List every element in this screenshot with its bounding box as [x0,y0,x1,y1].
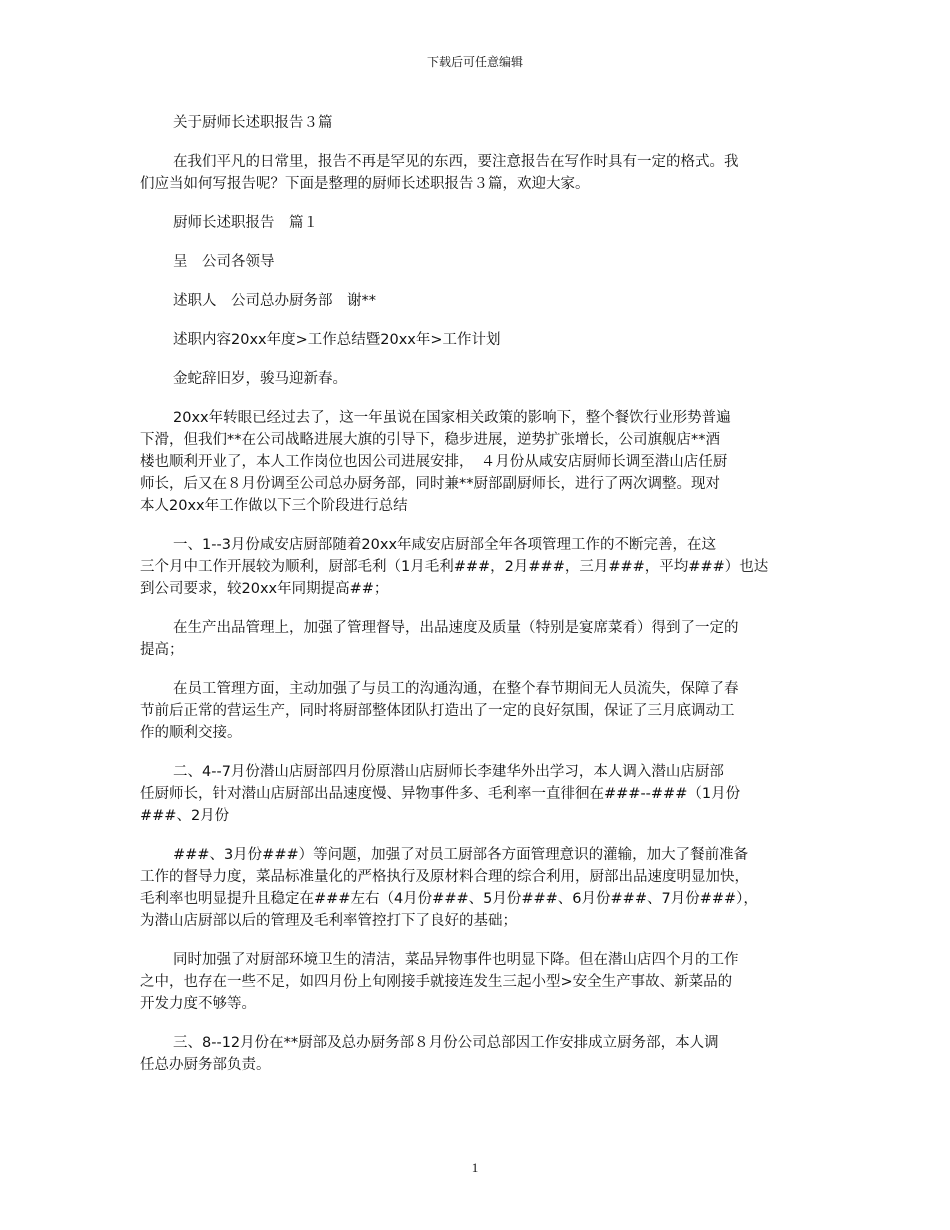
paragraph-line: 20xx年转眼已经过去了，这一年虽说在国家相关政策的影响下，整个餐饮行业形势普遍 [173,410,731,426]
paragraph [140,949,830,1015]
paragraph [140,368,830,390]
paragraph-line: ###、2月份 [140,808,230,824]
page-number: 1 [471,1160,479,1175]
page-header: 下载后可任意编辑 [426,55,523,69]
paragraph-line: 提高； [140,642,184,658]
paragraph-line: 二、4--7月份潜山店厨部四月份原潜山店厨师长李建华外出学习，本人调入潜山店厨部 [173,764,724,780]
paragraph [140,844,830,932]
paragraph [140,617,830,661]
paragraph-line: 三、8--12月份在**厨部及总办厨务部８月份公司总部因工作安排成立厨务部，本人调 [173,1035,719,1051]
document-body [140,112,830,1093]
paragraph-container [140,151,830,1076]
paragraph-line: 在生产出品管理上，加强了管理督导，出品速度及质量（特别是宴席菜肴）得到了一定的 [173,620,739,636]
paragraph [140,329,830,351]
paragraph [140,407,830,517]
paragraph [140,290,830,312]
paragraph-line: 述职内容20xx年度>工作总结暨20xx年>工作计划 [173,332,501,348]
paragraph [140,1032,830,1076]
paragraph [140,212,830,234]
paragraph-line: 一、1--3月份咸安店厨部随着20xx年咸安店厨部全年各项管理工作的不断完善，在这 [173,537,717,553]
paragraph-line: 之中，也存在一些不足，如四月份上旬刚接手就接连发生三起小型>安全生产事故、新菜品的 [140,974,733,990]
paragraph-line: 金蛇辞旧岁，骏马迎新春。 [173,371,347,387]
paragraph-line: 同时加强了对厨部环境卫生的清洁，菜品异物事件也明显下降。但在潜山店四个月的工作 [173,952,739,968]
paragraph [140,678,830,744]
paragraph-line: 们应当如何写报告呢？下面是整理的厨师长述职报告３篇，欢迎大家。 [140,176,590,192]
paragraph-line: 任总办厨务部负责。 [140,1057,271,1073]
paragraph-line: 在员工管理方面，主动加强了与员工的沟通沟通，在整个春节期间无人员流失，保障了春 [173,681,739,697]
paragraph-line: 到公司要求，较20xx年同期提高##； [140,581,389,597]
paragraph-line: 任厨师长，针对潜山店厨部出品速度慢、异物事件多、毛利率一直徘徊在###--###（1月份 [140,786,741,802]
paragraph-line: 本人20xx年工作做以下三个阶段进行总结 [140,498,408,514]
paragraph-line: 师长，后又在８月份调至公司总办厨务部，同时兼**厨部副厨师长，进行了两次调整。现对 [140,476,720,492]
paragraph-line: 作的顺利交接。 [140,725,242,741]
paragraph-line: 三个月中工作开展较为顺利，厨部毛利（1月毛利###，2月###，三月###，平均###）也达 [140,559,769,575]
paragraph-line: 在我们平凡的日常里，报告不再是罕见的东西，要注意报告在写作时具有一定的格式。我 [173,154,739,170]
paragraph-line: 工作的督导力度，菜品标准量化的严格执行及原材料合理的综合利用，厨部出品速度明显加快， [140,869,749,885]
paragraph [140,534,830,600]
paragraph-line: 述职人 公司总办厨务部 谢** [173,293,376,309]
paragraph-line: 开发力度不够等。 [140,996,256,1012]
paragraph-line: ###、3月份###）等问题，加强了对员工厨部各方面管理意识的灌输，加大了餐前准备 [173,847,749,863]
document-title: 关于厨师长述职报告３篇 [173,115,333,131]
paragraph-line: 楼也顺利开业了，本人工作岗位也因公司进展安排， ４月份从咸安店厨师长调至潜山店任厨 [140,454,728,470]
paragraph-line: 呈 公司各领导 [173,254,275,270]
paragraph-line: 厨师长述职报告 篇１ [173,215,318,231]
paragraph-line: 下滑，但我们**在公司战略进展大旗的引导下，稳步进展，逆势扩张增长，公司旗舰店**酒 [140,432,720,448]
paragraph-line: 为潜山店厨部以后的管理及毛利率管控打下了良好的基础； [140,913,517,929]
paragraph-line: 节前后正常的营运生产，同时将厨部整体团队打造出了一定的良好氛围，保证了三月底调动工 [140,703,735,719]
paragraph [140,151,830,195]
paragraph [140,761,830,827]
paragraph [140,251,830,273]
paragraph-line: 毛利率也明显提升且稳定在###左右（4月份###、5月份###、6月份###、7月份###）， [140,891,758,907]
